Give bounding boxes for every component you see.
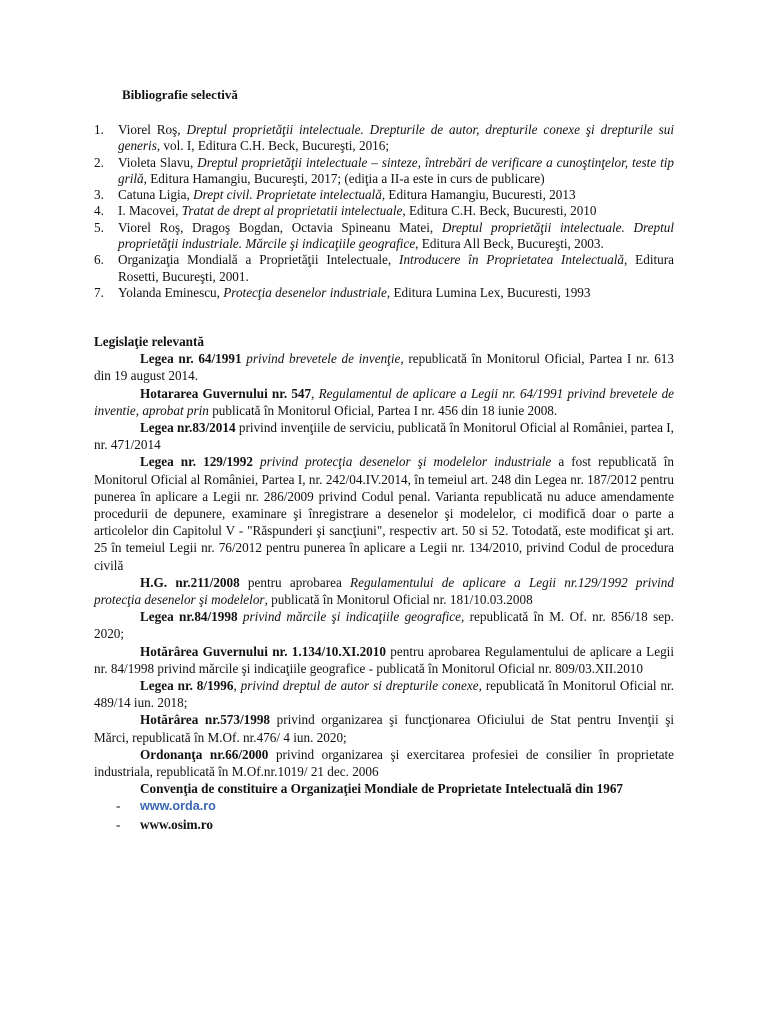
legislation-entry: Legea nr. 129/1992 privind protecţia desenelor şi modelelor industriale a fost republicată în Monitorul Oficial al României, Partea I, nr. 242/04.IV.2014, în temeiul art. 248 din Legea nr. 187/2012 pentru punerea în aplicare a Legii nr. 286/2009 privind Codul penal. Varianta republicată nu aduce amendamente procedurii de depunere, examinare şi înregistrare a desenelor şi modelelor, ci modifică doar o parte a articolelor din Capitolul V - "Răspunderi şi sancţiuni", respectiv art. 50 si 52. Totodată, este modificat şi art. 25 în temeiul Legii nr. 76/2012 pentru punerea în aplicare a Legii nr. 134/2010, privind Codul de procedura civilă xyxy=(94,454,674,573)
legislation-entry: Legea nr. 8/1996, privind dreptul de autor si drepturile conexe, republicată în Monitorul Oficial nr. 489/14 iun. 2018; xyxy=(94,678,674,711)
list-item: 4. I. Macovei, Tratat de drept al proprietatii intelectuale, Editura C.H. Beck, Bucuresti, 2010 xyxy=(94,203,597,219)
legislation-title: Legislaţie relevantă xyxy=(94,334,204,349)
convention-heading: Convenţia de constituire a Organizaţiei Mondiale de Proprietate Intelectuală din 1967 xyxy=(140,781,624,797)
legislation-entry: H.G. nr.211/2008 pentru aprobarea Regulamentului de aplicare a Legii nr.129/1992 privind protecţia desenelor şi modelelor, publicată în Monitorul Oficial nr. 181/10.03.2008 xyxy=(94,574,674,608)
legislation-entry: Legea nr. 64/1991 privind brevetele de invenţie, republicată în Monitorul Oficial, Partea I nr. 613 din 19 august 2014. xyxy=(94,351,674,384)
legislation-entry: Hotărârea Guvernului nr. 1.134/10.XI.2010 pentru aprobarea Regulamentului de aplicare a Legii nr. 84/1998 privind mărcile şi indicaţiile geografice - publicată în Monitorul Oficial nr. 809/03.XII.2010 xyxy=(94,643,674,676)
legislation-entry: Ordonanţa nr.66/2000 privind organizarea şi exercitarea profesiei de consilier în proprietate industriala, republicată în M.Of.nr.1019/ 21 dec. 2006 xyxy=(94,746,674,780)
orda-link[interactable]: www.orda.ro xyxy=(140,799,216,814)
bibliography-list xyxy=(94,122,674,301)
list-item: - www.orda.ro xyxy=(116,798,216,814)
list-item: 5. Viorel Roş, Dragoş Bogdan, Octavia Spineanu Matei, Dreptul proprietăţii intelectuale. Dreptul proprietăţii industriale. Mărcile şi indicaţiile geografice, Editura All Beck, Bucureşti, 2003. xyxy=(94,219,674,252)
list-item: 2. Violeta Slavu, Dreptul proprietăţii intelectuale – sinteze, întrebări de verificare a cunoştinţelor, teste tip grilă, Editura Hamangiu, Bucureşti, 2017; (ediţia a II-a este in curs de publicare) xyxy=(94,154,674,186)
bibliography-title: Bibliografie selectivă xyxy=(122,87,238,102)
legislation-entry: Hotararea Guvernului nr. 547, Regulamentul de aplicare a Legii nr. 64/1991 privind brevetele de inventie, aprobat prin publicată în Monitorul Oficial, Partea I nr. 456 din 18 iunie 2008. xyxy=(94,385,675,418)
list-item: - www.osim.ro xyxy=(116,816,214,832)
list-item: 7. Yolanda Eminescu, Protecţia desenelor industriale, Editura Lumina Lex, Bucuresti, 1993 xyxy=(94,284,591,300)
list-item: 6. Organizaţia Mondială a Proprietăţii Intelectuale, Introducere în Proprietatea Intelectuală, Editura Rosetti, Bucureşti, 2001. xyxy=(94,252,674,284)
legislation-entry: Legea nr.84/1998 privind mărcile şi indicaţiile geografice, republicată în M. Of. nr. 856/18 sep. 2020; xyxy=(94,609,674,642)
list-item: 3. Catuna Ligia, Drept civil. Proprietate intelectuală, Editura Hamangiu, Bucuresti, 2013 xyxy=(94,187,576,203)
legislation-section xyxy=(94,333,674,833)
list-item: 1. Viorel Roş, Dreptul proprietăţii intelectuale. Drepturile de autor, drepturile conexe şi drepturile sui generis, vol. I, Editura C.H. Beck, Bucureşti, 2016; xyxy=(94,122,674,154)
osim-link[interactable]: www.osim.ro xyxy=(140,816,214,832)
legislation-entry: Legea nr.83/2014 privind invenţiile de serviciu, publicată în Monitorul Oficial al României, partea I, nr. 471/2014 xyxy=(94,420,674,453)
links-list xyxy=(94,797,674,832)
legislation-entry: Hotărârea nr.573/1998 privind organizarea şi funcţionarea Oficiului de Stat pentru Invenţii şi Mărci, republicată în M.Of. nr.476/ 4 iun. 2020; xyxy=(94,712,674,745)
